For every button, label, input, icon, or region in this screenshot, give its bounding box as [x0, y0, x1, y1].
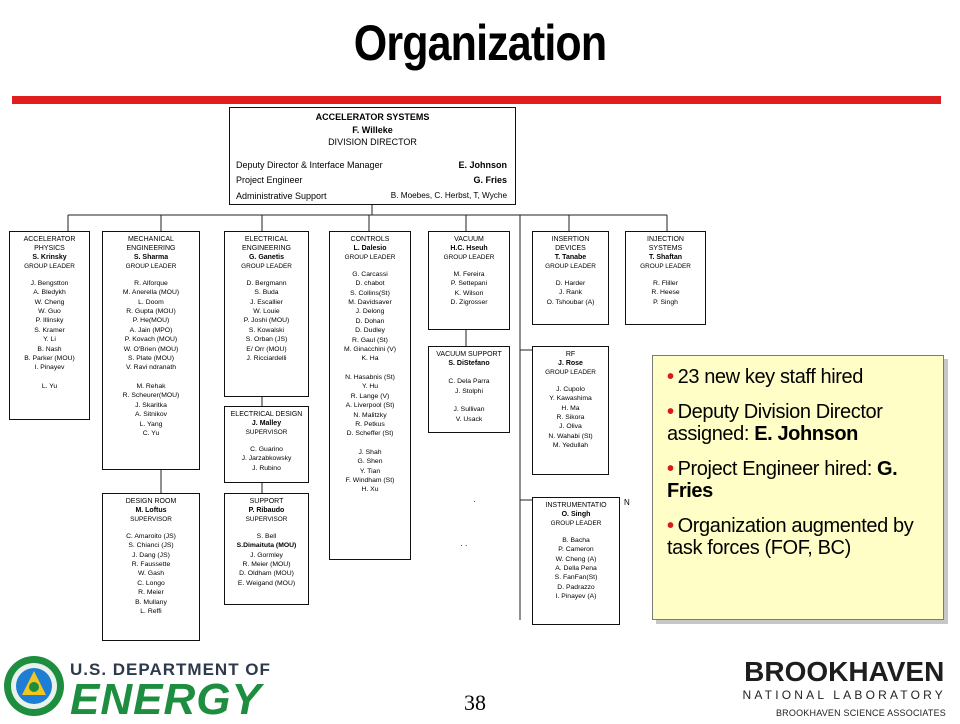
- group-role: GROUP LEADER: [443, 254, 495, 262]
- stray-mark: · ·: [460, 541, 468, 550]
- group-leader: H.C. Hseuh: [450, 245, 488, 252]
- group-name-line: SUPPORT: [249, 498, 284, 505]
- group-leader: S. DiStefano: [448, 360, 490, 367]
- highlights-callout: [652, 355, 944, 620]
- group-member: W. O'Brien (MOU): [123, 345, 179, 353]
- group-member: J. Escallier: [250, 298, 283, 306]
- group-name-line: ENGINEERING: [126, 245, 176, 252]
- callout-bold: E. Johnson: [754, 423, 858, 445]
- callout-bullet: [667, 515, 933, 559]
- group-member: M. Fereira: [453, 270, 485, 278]
- group-member: S. Orban (JS): [245, 336, 288, 344]
- doe-line2: ENERGY: [70, 675, 262, 724]
- group-member: I. Pinayev (A): [555, 593, 597, 601]
- bnl-line3: BROOKHAVEN SCIENCE ASSOCIATES: [775, 708, 946, 718]
- group-member: W. Cheng (A): [555, 555, 597, 563]
- callout-bullet: [667, 401, 933, 445]
- group-member: H. Xu: [361, 486, 379, 494]
- group-role: GROUP LEADER: [241, 263, 292, 271]
- group-member: R. Meier (MOU): [242, 561, 291, 569]
- group-member: R. Faussette: [131, 561, 171, 569]
- group-member: [10, 373, 89, 382]
- group-member: [103, 373, 199, 382]
- slide-title: Organization: [353, 15, 607, 71]
- group-member: W. Gash: [137, 570, 165, 578]
- bnl-line2: NATIONAL LABORATORY: [742, 688, 946, 702]
- group-box: [625, 231, 706, 325]
- group-member: R. Meier: [138, 589, 164, 597]
- group-member: B. Parker (MOU): [24, 355, 75, 363]
- group-member: J. Skaritka: [135, 401, 167, 409]
- group-member: P. Singh: [653, 298, 678, 306]
- group-member: C. Yu: [142, 429, 160, 437]
- group-name: [225, 494, 308, 506]
- group-member: A. Bledykh: [33, 289, 66, 297]
- group-member: P. Kovach (MOU): [124, 336, 178, 344]
- bullet-dot-icon: •: [667, 401, 674, 423]
- group-box: [532, 346, 609, 475]
- group-box: [532, 231, 609, 325]
- group-box: [102, 231, 200, 470]
- division-name: ACCELERATOR SYSTEMS: [315, 112, 430, 122]
- group-member: Y. Li: [43, 336, 56, 344]
- group-member: R. Petkus: [355, 420, 385, 428]
- group-member: B. Nash: [37, 345, 62, 353]
- bnl-line1: BROOKHAVEN: [744, 656, 945, 687]
- group-member: B. Mullany: [135, 598, 167, 606]
- group-name-line: SYSTEMS: [648, 245, 683, 252]
- group-member: D. Scheffer (St): [346, 430, 394, 438]
- group-member: N. Wahabi (St): [548, 432, 593, 440]
- group-member: V. Ravi ndranath: [125, 364, 176, 372]
- group-member: Y. Tian: [359, 467, 381, 475]
- group-name: [429, 232, 509, 244]
- group-member: M. Anerella (MOU): [122, 289, 180, 297]
- group-member: L. Yang: [139, 420, 163, 428]
- group-role: GROUP LEADER: [24, 263, 75, 271]
- group-name-line: CONTROLS: [350, 236, 390, 243]
- group-member: A. Jain (MPO): [129, 326, 173, 334]
- group-name-line: MECHANICAL: [128, 236, 174, 243]
- group-member: J. Jarzabkowsky: [241, 455, 292, 463]
- group-member: E/ Orr (MOU): [246, 345, 287, 353]
- group-member: R. Gaul (St): [352, 336, 388, 344]
- group-box: [532, 497, 620, 625]
- callout-text: 23 new key staff hired: [677, 366, 863, 388]
- group-name: [10, 232, 89, 253]
- group-member: R. Gupta (MOU): [126, 308, 176, 316]
- group-member: P. Settepani: [450, 280, 488, 288]
- group-member: [330, 364, 410, 373]
- group-role: SUPERVISOR: [130, 516, 172, 524]
- group-member: S. Plate (MOU): [127, 355, 175, 363]
- group-name: [225, 407, 308, 419]
- group-leader: J. Rose: [558, 360, 583, 367]
- group-name-line: ENGINEERING: [241, 245, 291, 252]
- group-role: SUPERVISOR: [245, 516, 288, 524]
- group-name-line: ELECTRICAL DESIGN: [230, 411, 303, 418]
- group-role: GROUP LEADER: [344, 254, 396, 262]
- group-member: J. Shah: [358, 448, 382, 456]
- group-member: W. Guo: [38, 308, 61, 316]
- callout-text: Deputy Division Director assigned:: [667, 401, 883, 445]
- group-member: S.Dimaituta (MOU): [236, 542, 297, 550]
- stray-mark: ·: [473, 497, 476, 506]
- group-member: [429, 396, 509, 405]
- group-member: J. Delong: [355, 308, 385, 316]
- group-member: J. Rubino: [252, 464, 281, 472]
- page-number: 38: [464, 690, 486, 715]
- group-member: G. Shen: [357, 458, 383, 466]
- group-member: D. Padrazzo: [557, 583, 595, 591]
- division-row-label: Deputy Director & Interface Manager: [236, 160, 383, 170]
- group-member: F. Windham (St): [345, 476, 395, 484]
- group-member: C. Longo: [137, 579, 165, 587]
- group-member: D. Zigrosser: [450, 299, 488, 307]
- group-member: M. Rehak: [136, 382, 166, 390]
- group-member: J. Cupolo: [556, 385, 585, 393]
- group-name: [103, 232, 199, 253]
- group-member: V. Usack: [455, 415, 483, 423]
- division-box: [229, 107, 516, 205]
- group-leader: S. Sharma: [133, 254, 169, 261]
- group-member: K. Wilson: [454, 289, 484, 297]
- group-box: [224, 406, 309, 483]
- group-name-line: INJECTION: [647, 236, 684, 243]
- group-name: [330, 232, 410, 244]
- callout-text: Organization augmented by task forces (FOF, BC): [667, 515, 914, 559]
- group-member: S. Bell: [256, 532, 277, 540]
- group-member: J. Stolphi: [455, 387, 483, 395]
- group-leader: O. Singh: [561, 511, 591, 518]
- group-member: M. Yedullah: [552, 442, 589, 450]
- stray-mark: N: [624, 498, 630, 507]
- group-member: D. Dohan: [355, 317, 385, 325]
- group-member: W. Louie: [253, 308, 280, 316]
- group-member: J. Ricciardelli: [246, 355, 287, 363]
- group-box: [428, 231, 510, 330]
- group-name-line: PHYSICS: [34, 245, 65, 252]
- group-member: R. Heese: [651, 289, 680, 297]
- group-spacer: [429, 368, 509, 377]
- group-member: N. Malitzky: [353, 411, 387, 419]
- group-name: [626, 232, 705, 253]
- group-leader: S. Krinsky: [32, 254, 67, 261]
- group-member: P. He(MOU): [132, 317, 170, 325]
- group-member: L. Reffi: [140, 608, 162, 616]
- bullet-dot-icon: •: [667, 515, 674, 537]
- division-row: [236, 160, 507, 170]
- group-member: J. Sullivan: [453, 406, 485, 414]
- group-member: M. Davidsaver: [348, 299, 392, 307]
- group-leader: T. Shaftan: [648, 254, 683, 261]
- group-member: C. Amaroito (JS): [126, 532, 176, 540]
- group-member: P. Joshi (MOU): [243, 317, 290, 325]
- group-role: SUPERVISOR: [245, 429, 288, 437]
- group-leader: P. Ribaudo: [248, 507, 285, 514]
- callout-text: Project Engineer hired:: [677, 458, 878, 480]
- group-box: [428, 346, 510, 433]
- doe-line1: U.S. DEPARTMENT OF: [70, 660, 271, 679]
- division-head: F. Willeke: [352, 125, 393, 135]
- group-member: R. Scheurer(MOU): [122, 392, 180, 400]
- group-role: GROUP LEADER: [545, 263, 596, 271]
- group-member: [330, 439, 410, 448]
- group-member: C. Guarino: [250, 445, 283, 453]
- group-member: R. Alforque: [134, 279, 168, 287]
- group-box: [224, 231, 309, 397]
- group-member: P. Illinsky: [35, 317, 64, 325]
- group-member: S. Collins(St): [350, 289, 390, 297]
- division-row: [236, 175, 507, 185]
- division-row-value: E. Johnson: [458, 160, 507, 170]
- group-member: A. Liverpool (St): [345, 402, 395, 410]
- group-name: [225, 232, 308, 253]
- group-name-line: RF: [565, 351, 576, 358]
- group-member: W. Cheng: [34, 298, 65, 306]
- group-member: P. Cameron: [558, 546, 594, 554]
- callout-bullet: [667, 458, 933, 502]
- group-member: A. Della Pena: [555, 565, 597, 573]
- group-role: GROUP LEADER: [545, 369, 596, 377]
- group-leader: T. Tanabe: [554, 254, 587, 261]
- group-box: [9, 231, 90, 420]
- group-leader: J. Malley: [251, 420, 282, 427]
- group-member: L. Doom: [138, 298, 164, 306]
- group-leader: M. Loftus: [135, 507, 167, 514]
- group-member: D. Harder: [555, 279, 586, 287]
- group-member: S. Chianci (JS): [128, 542, 174, 550]
- group-member: D. Bergmann: [246, 279, 287, 287]
- group-member: J. Dang (JS): [132, 551, 170, 559]
- group-name: [533, 232, 608, 253]
- group-name: [103, 494, 199, 506]
- division-row: [236, 191, 507, 201]
- doe-seal-icon: [2, 654, 66, 718]
- group-member: A. Sitnikov: [134, 411, 168, 419]
- group-name-line: VACUUM: [454, 236, 484, 243]
- group-leader: G. Ganetis: [248, 254, 284, 261]
- group-member: D. Oldham (MOU): [239, 570, 294, 578]
- group-name-line: INSTRUMENTATIO: [545, 502, 607, 509]
- group-member: S. Kowalski: [248, 326, 285, 334]
- group-leader: L. Dalesio: [353, 245, 387, 252]
- group-member: J. Rank: [558, 289, 583, 297]
- group-role: GROUP LEADER: [640, 263, 691, 271]
- group-member: B. Bacha: [562, 536, 590, 544]
- group-role: GROUP LEADER: [125, 263, 177, 271]
- group-name: [429, 347, 509, 359]
- group-member: Y. Hu: [361, 383, 379, 391]
- division-row-value: B. Moebes, C. Herbst, T, Wyche: [390, 191, 507, 200]
- doe-wordmark: [70, 660, 271, 722]
- callout-bullet: [667, 366, 933, 388]
- group-member: R. Fliller: [653, 279, 678, 287]
- group-member: C. Dela Parra: [448, 378, 490, 386]
- group-name: [533, 498, 619, 510]
- bullet-dot-icon: •: [667, 458, 674, 480]
- group-member: K. Ha: [361, 355, 379, 363]
- group-member: N. Hasabnis (St): [345, 373, 395, 381]
- group-box: [102, 493, 200, 641]
- group-name-line: DESIGN ROOM: [125, 498, 177, 505]
- group-name-line: DEVICES: [555, 245, 586, 252]
- group-member: O. Tshoubar (A): [546, 298, 595, 306]
- group-name-line: ACCELERATOR: [23, 236, 76, 243]
- group-member: S. Buda: [254, 289, 279, 297]
- division-head-title: DIVISION DIRECTOR: [328, 137, 417, 147]
- group-name-line: VACUUM SUPPORT: [436, 351, 502, 358]
- division-row-label: Administrative Support: [236, 191, 327, 201]
- division-row-label: Project Engineer: [236, 175, 303, 185]
- division-row-value: G. Fries: [473, 175, 507, 185]
- group-box: [329, 231, 411, 560]
- group-member: M. Ginacchini (V): [343, 346, 397, 354]
- group-member: J. Bengstton: [30, 279, 69, 287]
- group-member: D. Dudley: [355, 327, 385, 335]
- group-member: R. Lange (V): [350, 392, 390, 400]
- group-member: H. Ma: [561, 404, 580, 412]
- group-member: J. Oliva: [559, 423, 582, 431]
- group-member: G. Carcassi: [352, 270, 388, 278]
- group-box: [224, 493, 309, 605]
- group-member: J. Gormley: [250, 551, 283, 559]
- group-member: L. Yu: [41, 382, 58, 390]
- group-name-line: ELECTRICAL: [244, 236, 289, 243]
- group-member: S. FanFan(St): [554, 574, 598, 582]
- group-member: S. Kramer: [34, 326, 65, 334]
- group-name: [533, 347, 608, 359]
- group-role: GROUP LEADER: [550, 520, 602, 528]
- callout-bold: G. Fries: [667, 458, 898, 502]
- bnl-wordmark: [742, 658, 946, 718]
- group-member: D. chabot: [355, 280, 385, 288]
- bullet-dot-icon: •: [667, 366, 674, 388]
- group-member: I. Pinayev: [34, 364, 65, 372]
- group-name-line: INSERTION: [551, 236, 590, 243]
- group-member: E. Weigand (MOU): [237, 579, 296, 587]
- group-member: R. Sikora: [556, 414, 585, 422]
- group-member: Y. Kawashima: [549, 395, 592, 403]
